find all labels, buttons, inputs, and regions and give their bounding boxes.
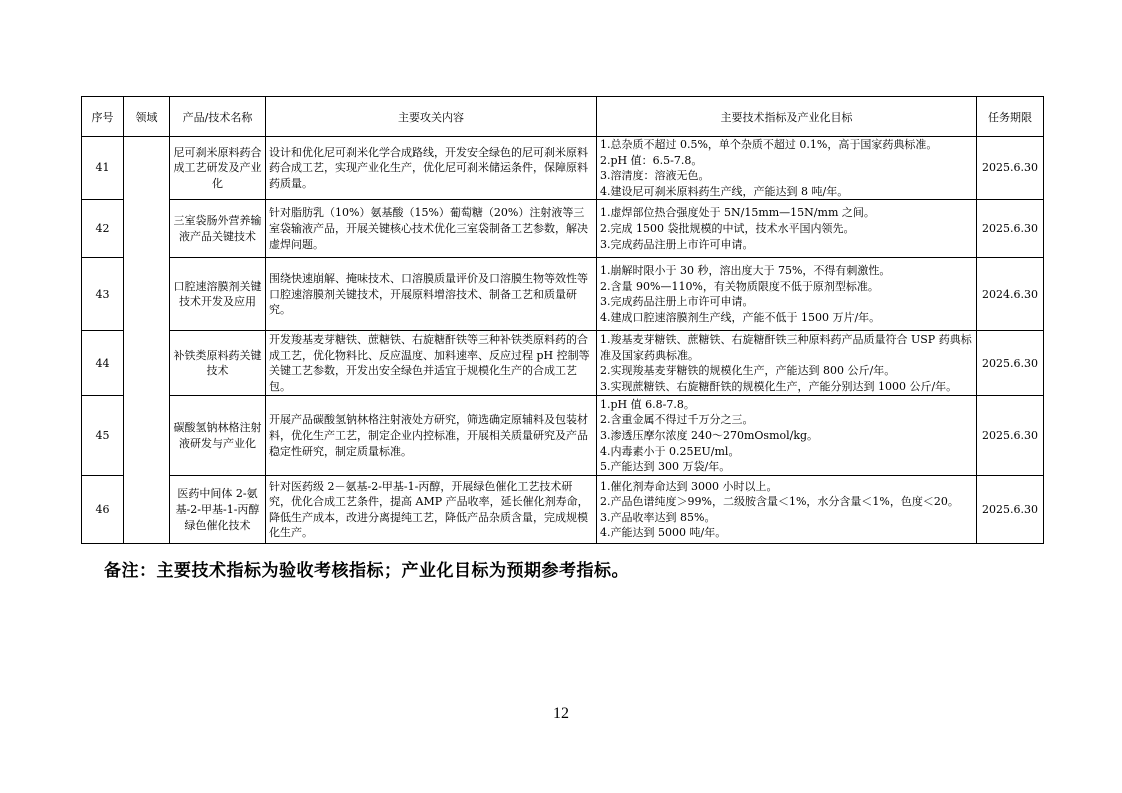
target-line: 1.催化剂寿命达到 3000 小时以上。 xyxy=(600,479,778,493)
main-content: 围绕快速崩解、掩味技术、口溶膜质量评价及口溶膜生物等效性等口腔速溶膜剂关键技术，开展原料增溶技术、制备工艺和质量研究。 xyxy=(266,258,597,331)
target-line: 1.崩解时限小于 30 秒，溶出度大于 75%，不得有刺激性。 xyxy=(600,264,891,278)
product-name: 口腔速溶膜剂关键技术开发及应用 xyxy=(170,258,266,331)
target-cell xyxy=(597,200,977,258)
target-line: 2.完成 1500 袋批规模的中试，技术水平国内领先。 xyxy=(600,222,855,236)
table-row xyxy=(82,258,1044,331)
task-period: 2025.6.30 xyxy=(977,396,1044,476)
main-content: 针对脂肪乳（10%）氨基酸（15%）葡萄糖（20%）注射液等三室袋输液产品，开展关键核心技术优化三室袋制备工艺参数，解决虚焊问题。 xyxy=(266,200,597,258)
target-line: 4.建成口腔速溶膜剂生产线，产能不低于 1500 万片/年。 xyxy=(600,310,881,324)
target-line: 1.虚焊部位热合强度处于 5N/15mm—15N/mm 之间。 xyxy=(600,206,875,220)
row-number: 42 xyxy=(82,200,124,258)
main-content: 针对医药级 2－氨基-2-甲基-1-丙醇，开展绿色催化工艺技术研究，优化合成工艺条件，提高 AMP 产品收率，延长催化剂寿命，降低生产成本，改进分离提纯工艺，降低产品杂质含量，完成规模化生产。 xyxy=(266,476,597,544)
header-domain: 领域 xyxy=(124,97,170,137)
table-row xyxy=(82,137,1044,200)
task-period: 2024.6.30 xyxy=(977,258,1044,331)
domain-cell xyxy=(124,137,170,544)
row-number: 46 xyxy=(82,476,124,544)
target-cell xyxy=(597,137,977,200)
product-name: 三室袋肠外营养输液产品关键技术 xyxy=(170,200,266,258)
task-period: 2025.6.30 xyxy=(977,476,1044,544)
target-line: 2.含量 90%—110%，有关物质限度不低于原剂型标准。 xyxy=(600,279,879,293)
target-line: 2.pH 值：6.5-7.8。 xyxy=(600,153,703,167)
target-line: 1.羧基麦芽糖铁、蔗糖铁、右旋糖酐铁三种原料药产品质量符合 USP 药典标准及国家药典标准。 xyxy=(600,333,972,362)
target-line: 2.实现羧基麦芽糖铁的规模化生产，产能达到 800 公斤/年。 xyxy=(600,364,896,378)
task-table xyxy=(81,96,1044,544)
product-name: 尼可刹米原料药合成工艺研发及产业化 xyxy=(170,137,266,200)
table-header-row xyxy=(82,97,1044,137)
target-cell xyxy=(597,476,977,544)
task-period: 2025.6.30 xyxy=(977,331,1044,396)
target-line: 2.含重金属不得过千万分之三。 xyxy=(600,413,754,427)
target-cell xyxy=(597,396,977,476)
target-cell xyxy=(597,258,977,331)
header-content: 主要攻关内容 xyxy=(266,97,597,137)
target-cell xyxy=(597,331,977,396)
page-number: 12 xyxy=(553,705,569,722)
header-seq: 序号 xyxy=(82,97,124,137)
header-target: 主要技术指标及产业化目标 xyxy=(597,97,977,137)
target-line: 3.产品收率达到 85%。 xyxy=(600,510,716,524)
table-row xyxy=(82,200,1044,258)
target-line: 3.实现蔗糖铁、右旋糖酐铁的规模化生产，产能分别达到 1000 公斤/年。 xyxy=(600,379,958,393)
row-number: 41 xyxy=(82,137,124,200)
target-line: 3.渗透压摩尔浓度 240～270mOsmol/kg。 xyxy=(600,429,819,443)
product-name: 医药中间体 2-氨基-2-甲基-1-丙醇绿色催化技术 xyxy=(170,476,266,544)
product-name: 碳酸氢钠林格注射液研发与产业化 xyxy=(170,396,266,476)
target-line: 5.产能达到 300 万袋/年。 xyxy=(600,460,731,474)
main-content: 设计和优化尼可刹米化学合成路线，开发安全绿色的尼可刹米原料药合成工艺，实现产业化生产，优化尼可刹米储运条件，保障原料药质量。 xyxy=(266,137,597,200)
table-row xyxy=(82,396,1044,476)
row-number: 44 xyxy=(82,331,124,396)
target-line: 1.总杂质不超过 0.5%，单个杂质不超过 0.1%，高于国家药典标准。 xyxy=(600,138,938,151)
table-row xyxy=(82,476,1044,544)
header-product: 产品/技术名称 xyxy=(170,97,266,137)
target-line: 4.建设尼可刹米原料药生产线，产能达到 8 吨/年。 xyxy=(600,184,849,198)
task-period: 2025.6.30 xyxy=(977,137,1044,200)
table-row xyxy=(82,331,1044,396)
product-name: 补铁类原料药关键技术 xyxy=(170,331,266,396)
row-number: 43 xyxy=(82,258,124,331)
target-line: 4.内毒素小于 0.25EU/ml。 xyxy=(600,444,740,458)
target-line: 3.溶清度：溶液无色。 xyxy=(600,169,710,183)
main-content: 开发羧基麦芽糖铁、蔗糖铁、右旋糖酐铁等三种补铁类原料药的合成工艺，优化物料比、反应温度、加料速率、反应过程 pH 控制等关键工艺参数，开发出安全绿色并适宜于规模化生产的合成工艺包。 xyxy=(266,331,597,396)
target-line: 4.产能达到 5000 吨/年。 xyxy=(600,526,727,540)
main-content: 开展产品碳酸氢钠林格注射液处方研究，筛选确定原辅料及包装材料，优化生产工艺，制定企业内控标准，开展相关质量研究及产品稳定性研究，制定质量标准。 xyxy=(266,396,597,476)
target-line: 2.产品色谱纯度＞99%，二级胺含量＜1%，水分含量＜1%，色度＜20。 xyxy=(600,495,959,509)
row-number: 45 xyxy=(82,396,124,476)
header-period: 任务期限 xyxy=(977,97,1044,137)
footnote: 备注：主要技术指标为验收考核指标；产业化目标为预期参考指标。 xyxy=(104,561,629,581)
target-line: 3.完成药品注册上市许可申请。 xyxy=(600,237,754,251)
target-line: 3.完成药品注册上市许可申请。 xyxy=(600,295,754,309)
target-line: 1.pH 值 6.8-7.8。 xyxy=(600,397,695,411)
task-period: 2025.6.30 xyxy=(977,200,1044,258)
